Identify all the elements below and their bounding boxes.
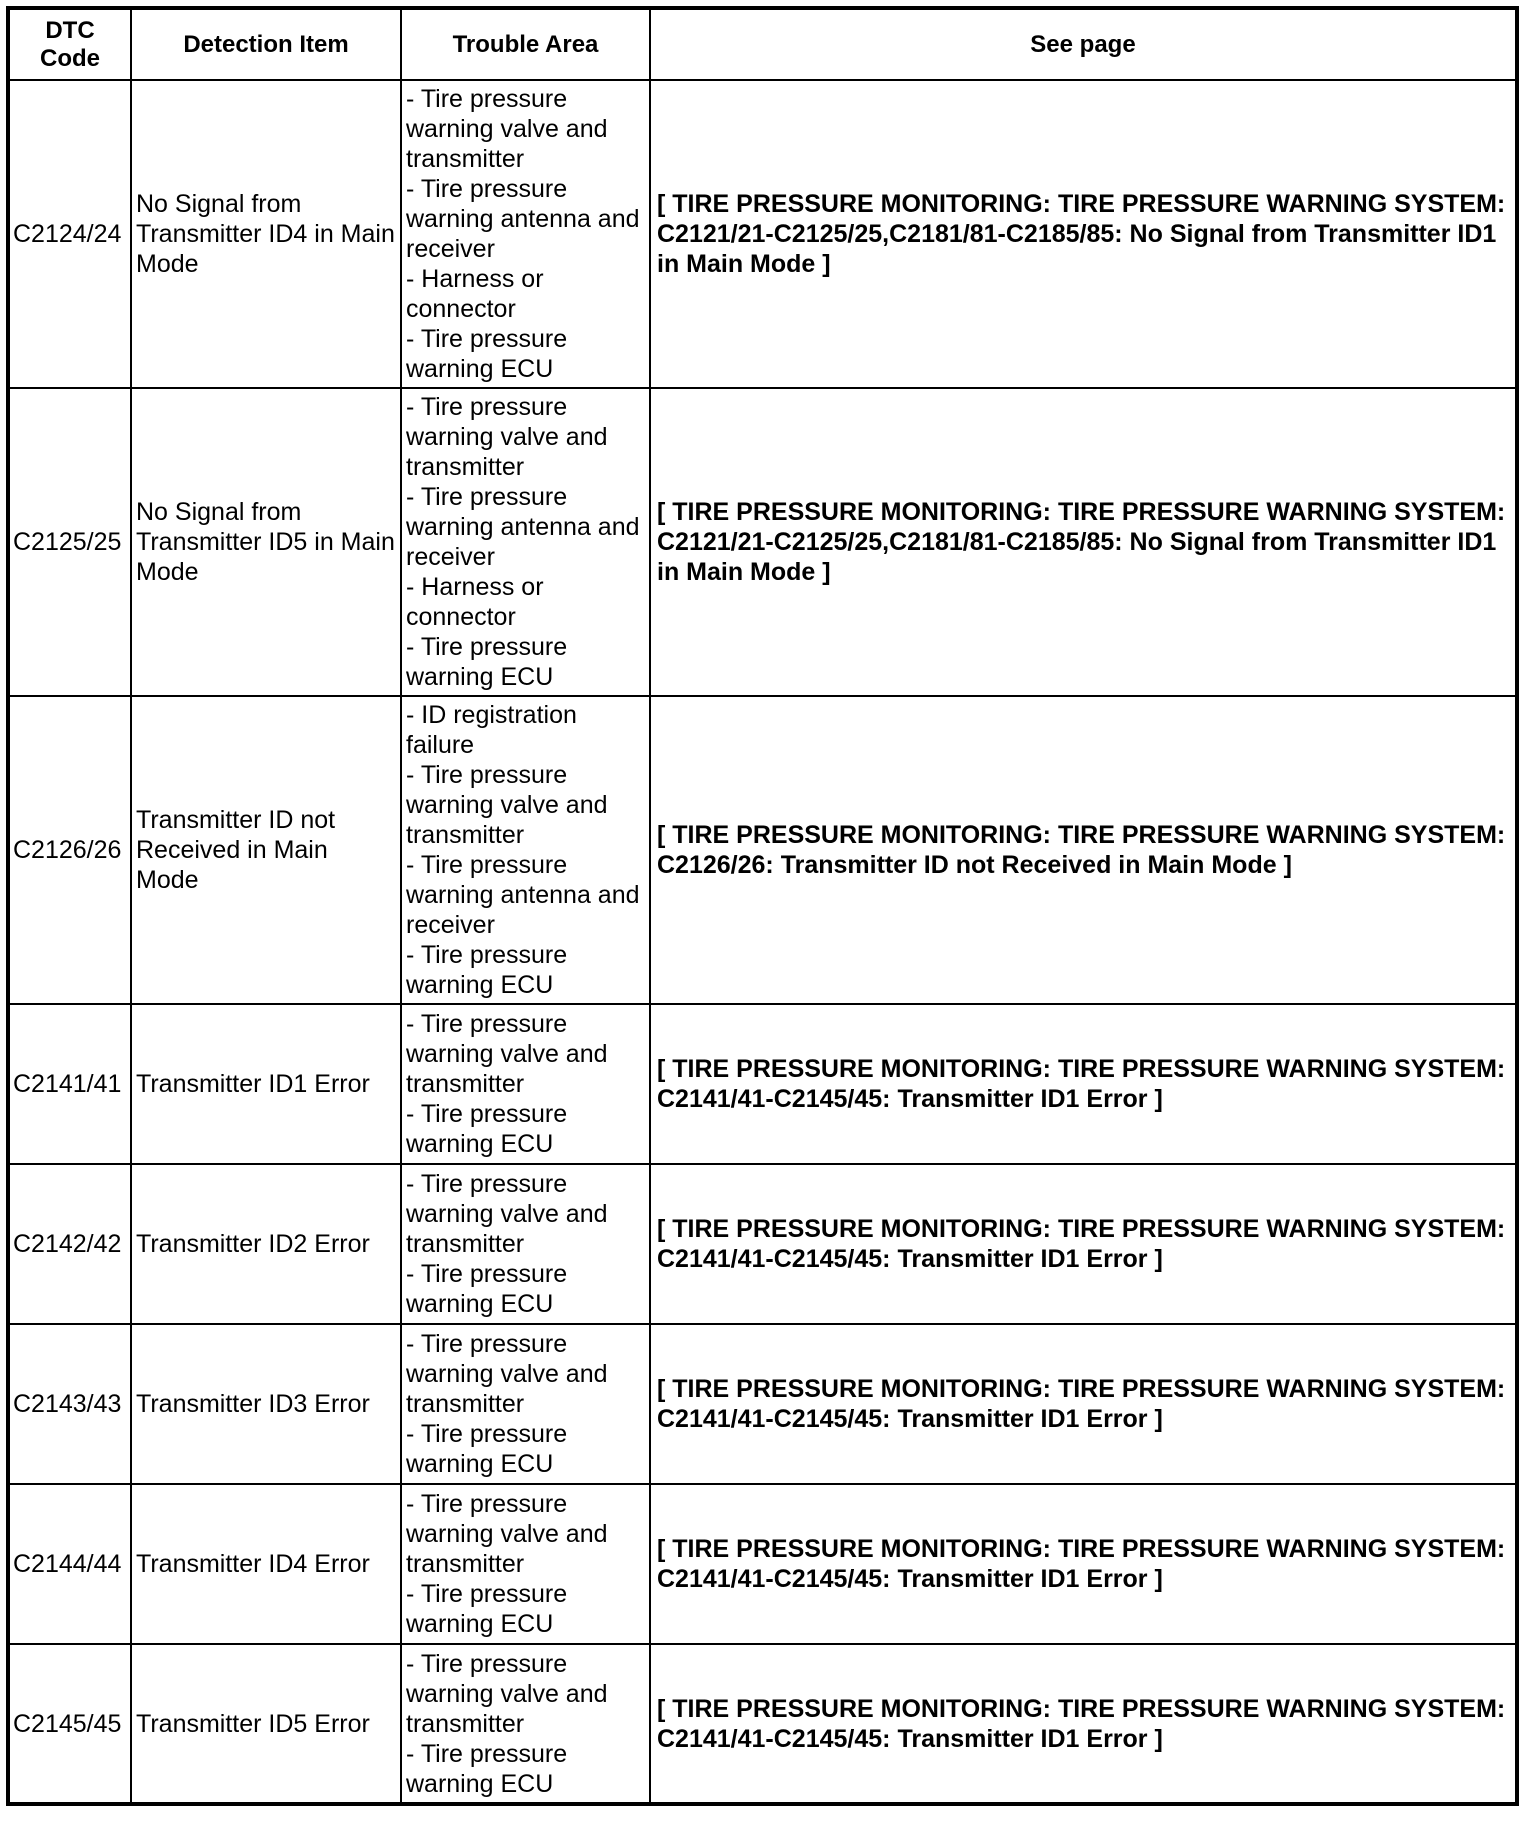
table-row [8,1484,1517,1644]
detection-item-cell: Transmitter ID2 Error [131,1164,401,1324]
detection-item-cell: No Signal from Transmitter ID5 in Main Mode [131,388,401,696]
dtc-code-cell: C2145/45 [8,1644,131,1804]
detection-item-cell: Transmitter ID3 Error [131,1324,401,1484]
detection-item-cell: Transmitter ID1 Error [131,1004,401,1164]
trouble-area-item: - Harness or connector [406,573,544,631]
table-row [8,1164,1517,1324]
detection-item-cell: Transmitter ID4 Error [131,1484,401,1644]
trouble-area-item: - Tire pressure warning ECU [406,1580,568,1638]
see-page-link[interactable]: [ TIRE PRESSURE MONITORING: TIRE PRESSURE WARNING SYSTEM: C2141/41-C2145/45: Transmitter ID1 Error ] [650,1004,1517,1164]
dtc-code-cell: C2125/25 [8,388,131,696]
trouble-area-item: - Tire pressure warning ECU [406,1100,568,1158]
trouble-area-cell [401,1644,650,1804]
trouble-area-item: - Tire pressure warning antenna and receiver [406,483,640,571]
header-detection-item: Detection Item [131,8,401,80]
trouble-area-cell [401,80,650,388]
trouble-area-item: - Tire pressure warning valve and transmitter [406,761,608,849]
dtc-code-cell: C2143/43 [8,1324,131,1484]
see-page-link[interactable]: [ TIRE PRESSURE MONITORING: TIRE PRESSURE WARNING SYSTEM: C2141/41-C2145/45: Transmitter ID1 Error ] [650,1484,1517,1644]
trouble-area-cell [401,1004,650,1164]
trouble-area-cell [401,1324,650,1484]
table-row [8,80,1517,388]
table-row [8,1324,1517,1484]
trouble-area-item: - Tire pressure warning ECU [406,1739,568,1798]
header-trouble-area: Trouble Area [401,8,650,80]
detection-item-cell: Transmitter ID5 Error [131,1644,401,1804]
trouble-area-item: - Tire pressure warning valve and transmitter [406,1490,608,1578]
dtc-table [6,6,1519,1806]
detection-item-cell: Transmitter ID not Received in Main Mode [131,696,401,1004]
trouble-area-cell [401,1164,650,1324]
detection-item-cell: No Signal from Transmitter ID4 in Main Mode [131,80,401,388]
trouble-area-item: - Tire pressure warning antenna and receiver [406,851,640,939]
see-page-link[interactable]: [ TIRE PRESSURE MONITORING: TIRE PRESSURE WARNING SYSTEM: C2141/41-C2145/45: Transmitter ID1 Error ] [650,1324,1517,1484]
header-see-page: See page [650,8,1517,80]
trouble-area-item: - Tire pressure warning valve and transmitter [406,1010,608,1098]
trouble-area-cell [401,696,650,1004]
dtc-code-cell: C2126/26 [8,696,131,1004]
trouble-area-item: - ID registration failure [406,701,577,759]
trouble-area-item: - Tire pressure warning valve and transmitter [406,1170,608,1258]
see-page-link[interactable]: [ TIRE PRESSURE MONITORING: TIRE PRESSURE WARNING SYSTEM: C2121/21-C2125/25,C2181/81-C2185/85: No Signal from Transmitter ID1 in Main Mode ] [650,388,1517,696]
trouble-area-item: - Tire pressure warning ECU [406,941,568,999]
trouble-area-item: - Tire pressure warning valve and transmitter [406,1649,608,1738]
table-row [8,1644,1517,1804]
trouble-area-item: - Tire pressure warning valve and transmitter [406,1330,608,1418]
trouble-area-cell [401,1484,650,1644]
see-page-link[interactable]: [ TIRE PRESSURE MONITORING: TIRE PRESSURE WARNING SYSTEM: C2141/41-C2145/45: Transmitter ID1 Error ] [650,1164,1517,1324]
dtc-code-cell: C2124/24 [8,80,131,388]
see-page-link[interactable]: [ TIRE PRESSURE MONITORING: TIRE PRESSURE WARNING SYSTEM: C2121/21-C2125/25,C2181/81-C2185/85: No Signal from Transmitter ID1 in Main Mode ] [650,80,1517,388]
trouble-area-item: - Tire pressure warning valve and transmitter [406,393,608,481]
trouble-area-item: - Tire pressure warning valve and transmitter [406,85,608,173]
trouble-area-item: - Tire pressure warning ECU [406,1260,568,1318]
see-page-link[interactable]: [ TIRE PRESSURE MONITORING: TIRE PRESSURE WARNING SYSTEM: C2126/26: Transmitter ID not Received in Main Mode ] [650,696,1517,1004]
table-body [8,80,1517,1804]
header-dtc-code: DTC Code [8,8,131,80]
table-row [8,696,1517,1004]
dtc-code-cell: C2142/42 [8,1164,131,1324]
see-page-link[interactable]: [ TIRE PRESSURE MONITORING: TIRE PRESSURE WARNING SYSTEM: C2141/41-C2145/45: Transmitter ID1 Error ] [650,1644,1517,1804]
trouble-area-item: - Tire pressure warning antenna and receiver [406,175,640,263]
trouble-area-item: - Tire pressure warning ECU [406,633,568,691]
trouble-area-item: - Tire pressure warning ECU [406,325,568,383]
trouble-area-item: - Tire pressure warning ECU [406,1420,568,1478]
dtc-code-cell: C2144/44 [8,1484,131,1644]
trouble-area-item: - Harness or connector [406,265,544,323]
table-row [8,1004,1517,1164]
table-row [8,388,1517,696]
trouble-area-cell [401,388,650,696]
dtc-code-cell: C2141/41 [8,1004,131,1164]
header-row [8,8,1517,80]
